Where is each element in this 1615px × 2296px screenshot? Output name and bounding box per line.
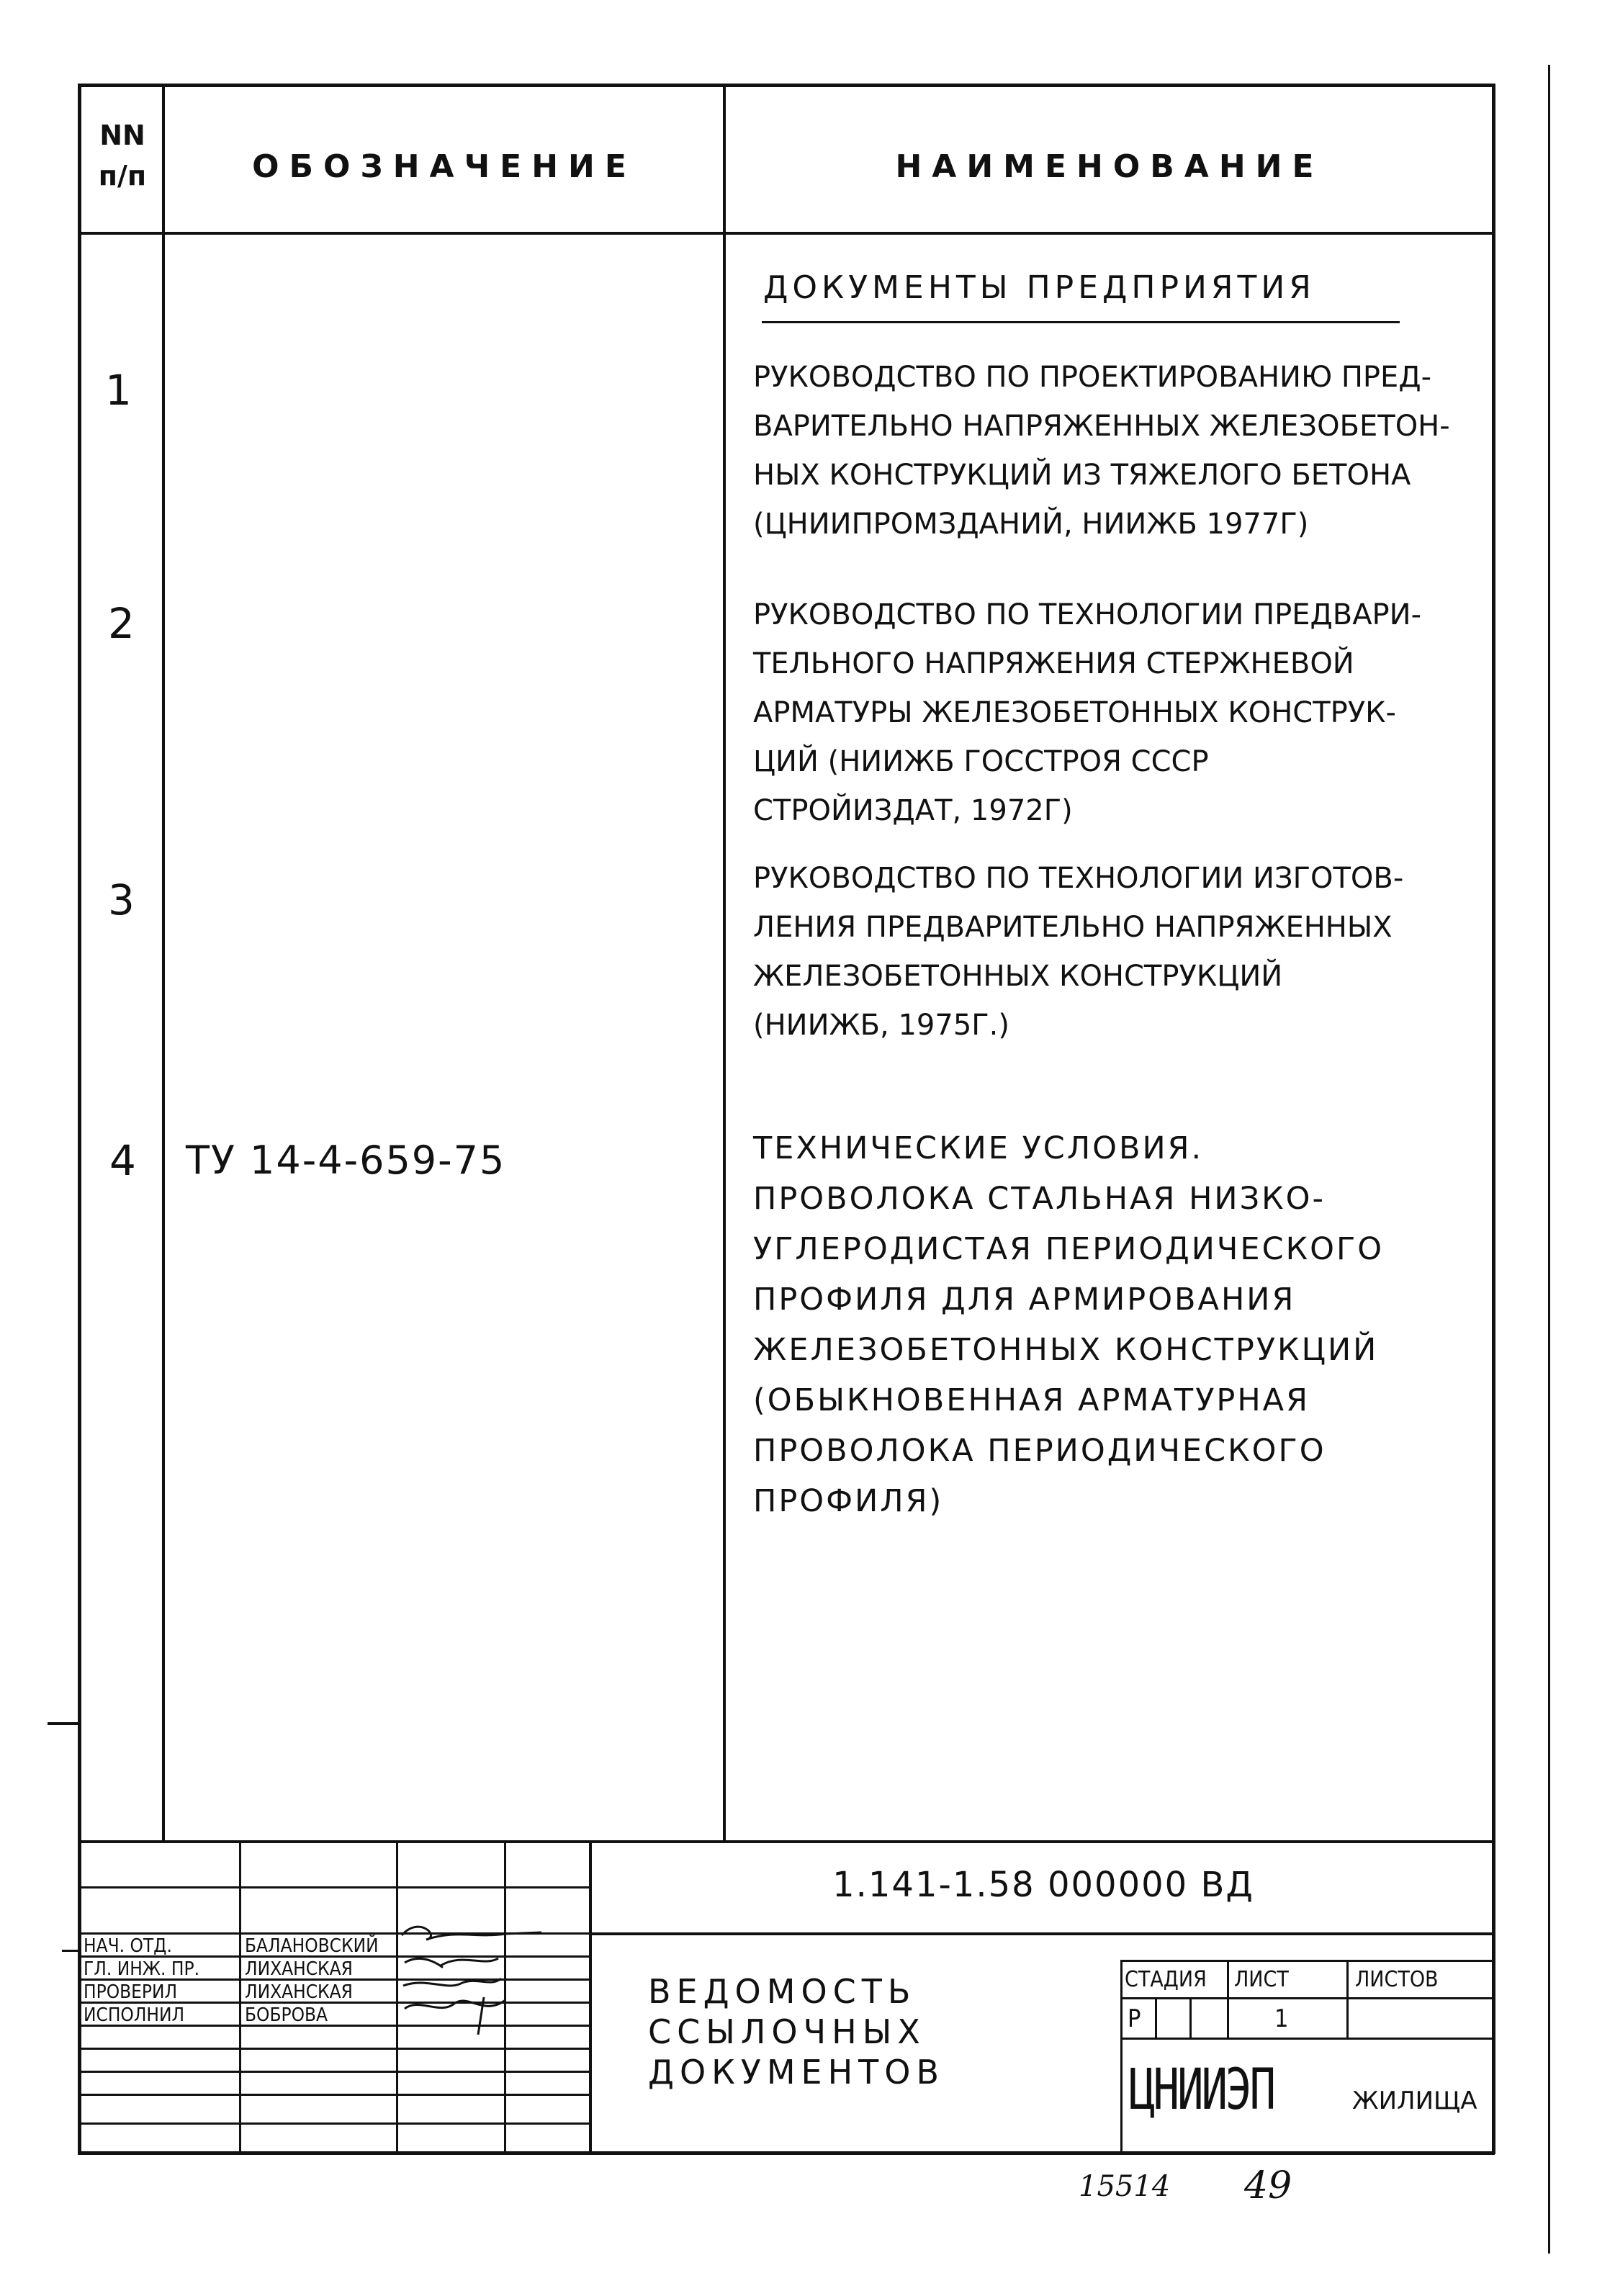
row-4-designation: ТУ 14-4-659-75 [186, 1138, 506, 1183]
tb-stage-vline [1120, 1960, 1123, 2151]
col-divider-1 [162, 84, 165, 1843]
tb-hline-9 [78, 2094, 590, 2096]
row-1-name: РУКОВОДСТВО ПО ПРОЕКТИРОВАНИЮ ПРЕД- ВАРИТЕЛЬНО НАПРЯЖЕННЫХ ЖЕЛЕЗОБЕТОН- НЫХ КОНСТРУКЦИЙ ИЗ ТЯЖЕЛОГО БЕТОНА (ЦНИИПРОМЗДАНИЙ, НИИЖБ 1977Г) [753, 361, 1450, 541]
doc-code: 1.141-1.58 000000 ВД [832, 1865, 1254, 1905]
tb-stage-v2 [1227, 1960, 1229, 2039]
org-name: ЦНИИЭП [1129, 2058, 1274, 2122]
margin-tick [48, 1722, 81, 1725]
header-no: NN п/п [98, 120, 147, 192]
header-separator [78, 232, 1495, 235]
col-divider-2 [723, 84, 726, 1843]
row-3-number: 3 [108, 875, 135, 924]
row-4-number: 4 [109, 1136, 136, 1185]
person-1-role: НАЧ. ОТД. [84, 1935, 172, 1957]
person-2-role: ГЛ. ИНЖ. ПР. [84, 1958, 199, 1980]
tb-stage-sub2 [1189, 1999, 1192, 2039]
org-suffix: ЖИЛИЩА [1352, 2086, 1477, 2115]
header-designation: ОБОЗНАЧЕНИЕ [252, 148, 636, 185]
tb-stage-mid [1120, 1997, 1495, 1999]
sheet-value: 1 [1274, 2004, 1289, 2033]
tb-stage-top [1120, 1960, 1495, 1962]
tb-stage-bot [1120, 2038, 1495, 2040]
frame-right [1492, 84, 1495, 2154]
row-1-number: 1 [105, 366, 132, 415]
signatures [397, 1908, 585, 2045]
row-4-name: ТЕХНИЧЕСКИЕ УСЛОВИЯ. ПРОВОЛОКА СТАЛЬНАЯ НИЗКО- УГЛЕРОДИСТАЯ ПЕРИОДИЧЕСКОГО ПРОФИЛЯ ДЛЯ АРМИРОВАНИЯ ЖЕЛЕЗОБЕТОННЫХ КОНСТРУКЦИЙ (ОБЫКНОВЕННАЯ АРМАТУРНАЯ ПРОВОЛОКА ПЕРИОДИЧЕСКОГО ПРОФИЛЯ) [753, 1130, 1385, 1519]
row-2-name: РУКОВОДСТВО ПО ТЕХНОЛОГИИ ПРЕДВАРИ- ТЕЛЬНОГО НАПРЯЖЕНИЯ СТЕРЖНЕВОЙ АРМАТУРЫ ЖЕЛЕЗОБЕТОННЫХ КОНСТРУК- ЦИЙ (НИИЖБ ГОССТРОЯ СССР СТРОЙИЗДАТ, 1972Г) [753, 598, 1422, 827]
header-name: НАИМЕНОВАНИЕ [895, 148, 1324, 185]
doc-title: ВЕДОМОСТЬ ССЫЛОЧНЫХ ДОКУМЕНТОВ [648, 1972, 945, 2092]
person-4-role: ИСПОЛНИЛ [84, 2004, 185, 2026]
person-1-name: БАЛАНОВСКИЙ [245, 1935, 379, 1957]
person-3-name: ЛИХАНСКАЯ [245, 1981, 353, 2003]
row-2-number: 2 [108, 599, 135, 648]
tb-hline-1 [78, 1886, 590, 1888]
row-3-name: РУКОВОДСТВО ПО ТЕХНОЛОГИИ ИЗГОТОВ- ЛЕНИЯ ПРЕДВАРИТЕЛЬНО НАПРЯЖЕННЫХ ЖЕЛЕЗОБЕТОННЫХ КОНСТРУКЦИЙ (НИИЖБ, 1975Г.) [753, 862, 1404, 1042]
person-2-name: ЛИХАНСКАЯ [245, 1958, 353, 1980]
stage-value: Р [1128, 2004, 1141, 2033]
titleblock-top [78, 1840, 1495, 1843]
sheet-label: ЛИСТ [1234, 1967, 1289, 1992]
tb-code-separator [589, 1932, 1495, 1935]
tb-stage-v3 [1346, 1960, 1349, 2039]
sheets-label: ЛИСТОВ [1355, 1967, 1439, 1992]
frame-top [78, 84, 1495, 87]
stage-label: СТАДИЯ [1125, 1967, 1207, 1992]
footer-note: 15514 [1079, 2170, 1171, 2203]
tb-hline-8 [78, 2071, 590, 2073]
tb-hline-10 [78, 2122, 590, 2125]
section-underline [762, 321, 1400, 323]
tb-stage-sub1 [1155, 1999, 1157, 2039]
tb-hline-7 [78, 2048, 590, 2050]
sheet-edge-right [1548, 65, 1550, 2254]
footer-page: 49 [1244, 2164, 1292, 2207]
person-4-name: БОБРОВА [245, 2004, 328, 2026]
frame-bottom [78, 2151, 1495, 2155]
frame-left [78, 84, 81, 2154]
margin-tick-2 [62, 1950, 79, 1952]
person-3-role: ПРОВЕРИЛ [84, 1981, 178, 2003]
section-title: ДОКУМЕНТЫ ПРЕДПРИЯТИЯ [763, 269, 1315, 306]
